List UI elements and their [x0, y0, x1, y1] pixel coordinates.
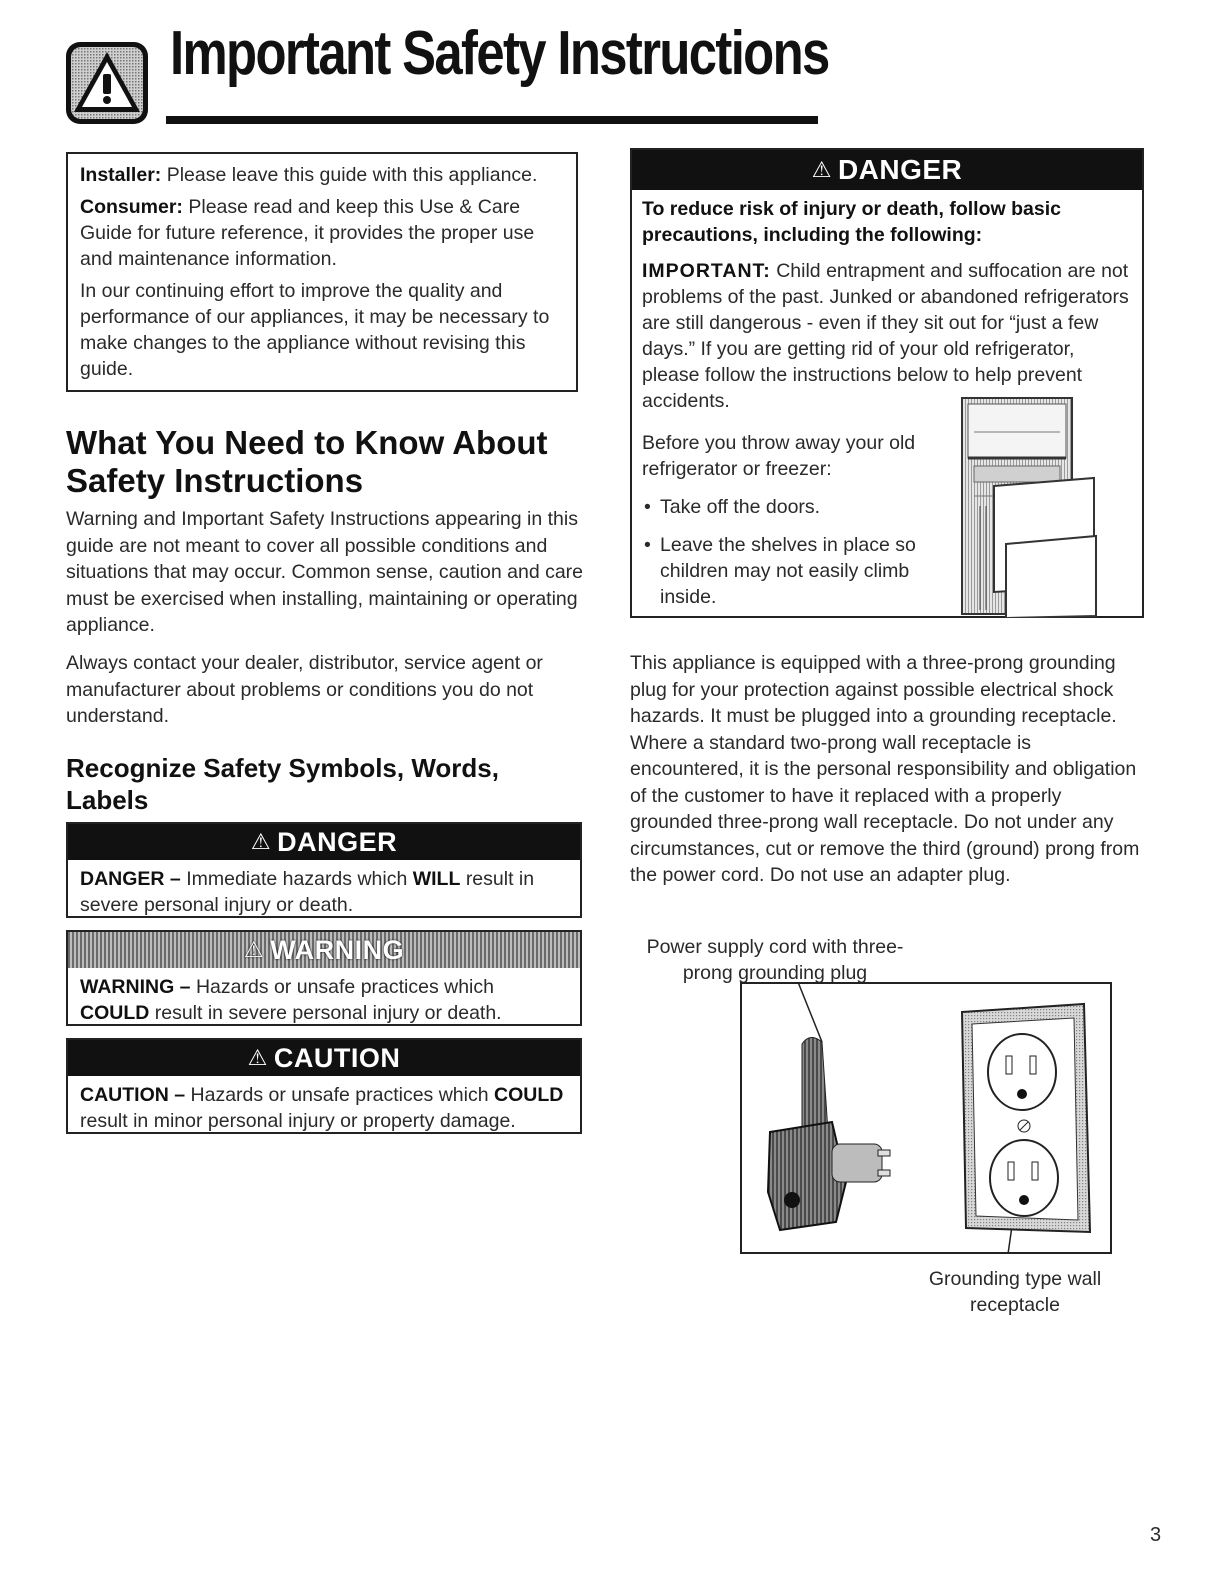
warning-emphasis: COULD: [80, 1002, 150, 1024]
safety-paragraph-1: Warning and Important Safety Instructions appearing in this guide are not meant to cover all possible conditions and situations that may occur. Common sense, caution and care must be exercised when installing, maintaining or operating appliance.: [66, 508, 584, 636]
list-item: • Leave the shelves in place so children may not easily climb inside.: [642, 532, 942, 610]
consumer-text: Please read and keep this Use & Care Guide for future reference, it provides the proper use and maintenance information.: [80, 196, 535, 270]
title-underline: [166, 116, 818, 124]
plug-and-receptacle-illustration: [740, 982, 1112, 1254]
danger-text-after: result in severe personal injury or death.: [80, 868, 535, 916]
warning-text-before: Hazards or unsafe practices which: [195, 976, 494, 998]
warning-bar: [68, 932, 580, 968]
caution-term: CAUTION –: [80, 1084, 186, 1106]
warning-triangle-icon: ⚠: [811, 157, 832, 182]
warning-triangle-icon: ⚠: [243, 937, 265, 962]
list-item: • Take off the doors.: [642, 494, 942, 520]
subheading-recognize: Recognize Safety Symbols, Words, Labels: [66, 753, 499, 815]
warning-term: WARNING –: [80, 976, 191, 998]
caution-emphasis: COULD: [494, 1084, 564, 1106]
danger-emphasis: WILL: [412, 868, 461, 890]
caution-definition-text: [68, 1076, 580, 1138]
installer-text: Please leave this guide with this appliance.: [166, 164, 538, 186]
important-text: Child entrapment and suffocation are not problems of the past. Junked or abandoned refrigerators are still dangerous - even if they sit out for “just a few days.” If you are getting rid of your old refrigerator, please follow the instructions below to help prevent accidents.: [642, 260, 1129, 412]
plug-caption: Power supply cord with three-prong grounding plug: [646, 936, 904, 984]
important-paragraph: [642, 258, 1136, 414]
grounding-paragraph: This appliance is equipped with a three-prong grounding plug for your protection against possible electrical shock hazards. It must be plugged into a grounding receptacle. Where a standard two-prong wall receptacle is encountered, it is the personal responsibility and obligation of the customer to have it replaced with a properly grounded three-prong wall receptacle. Do not under any circumstances, cut or remove the third (ground) prong from the power cord. Do not use an adapter plug.: [630, 652, 1140, 886]
intro-notice-box: [66, 152, 578, 392]
consumer-label: Consumer:: [80, 196, 183, 218]
caution-definition-box: [66, 1038, 582, 1134]
danger-definition-box: [66, 822, 582, 918]
danger-lead-text: To reduce risk of injury or death, follow basic precautions, including the following:: [642, 198, 1061, 246]
warning-text-after: result in severe personal injury or death.: [154, 1002, 502, 1024]
before-disposal-text: Before you throw away your old refrigerator or freezer:: [642, 432, 916, 480]
continuing-effort-note: In our continuing effort to improve the quality and performance of our appliances, it may be necessary to make changes to the appliance without revising this guide.: [80, 280, 550, 380]
caution-text-before: Hazards or unsafe practices which: [190, 1084, 489, 1106]
disposal-steps-list: [642, 494, 942, 622]
refrigerator-disposal-danger-box: [630, 148, 1144, 618]
warning-definition-text: [68, 968, 580, 1030]
page-title: Important Safety Instructions: [170, 19, 829, 88]
warning-triangle-icon: ⚠: [250, 829, 272, 854]
danger-bar: [632, 150, 1142, 190]
danger-bar-label: DANGER: [837, 154, 963, 185]
important-label: IMPORTANT:: [642, 260, 771, 282]
danger-bar: [68, 824, 580, 860]
warning-triangle-icon: [66, 42, 148, 124]
page-number: 3: [1150, 1524, 1162, 1546]
warning-triangle-icon: ⚠: [247, 1045, 268, 1070]
danger-term: DANGER –: [80, 868, 181, 890]
consumer-note: [80, 194, 564, 272]
installer-note: [80, 162, 564, 188]
danger-definition-text: [68, 860, 580, 922]
installer-label: Installer:: [80, 164, 162, 186]
danger-text-before: Immediate hazards which: [186, 868, 408, 890]
danger-bar-label: DANGER: [277, 826, 398, 857]
caution-bar: [68, 1040, 580, 1076]
warning-bar-label: WARNING: [270, 934, 405, 965]
caution-text-after: result in minor personal injury or property damage.: [80, 1110, 516, 1132]
section-heading-safety: What You Need to Know About Safety Instructions: [66, 424, 548, 499]
receptacle-caption: Grounding type wall receptacle: [928, 1268, 1102, 1316]
caution-bar-label: CAUTION: [273, 1042, 401, 1073]
safety-paragraph-2: Always contact your dealer, distributor, service agent or manufacturer about problems or conditions you do not understand.: [66, 652, 543, 727]
warning-definition-box: [66, 930, 582, 1026]
refrigerator-illustration: [944, 396, 1100, 618]
